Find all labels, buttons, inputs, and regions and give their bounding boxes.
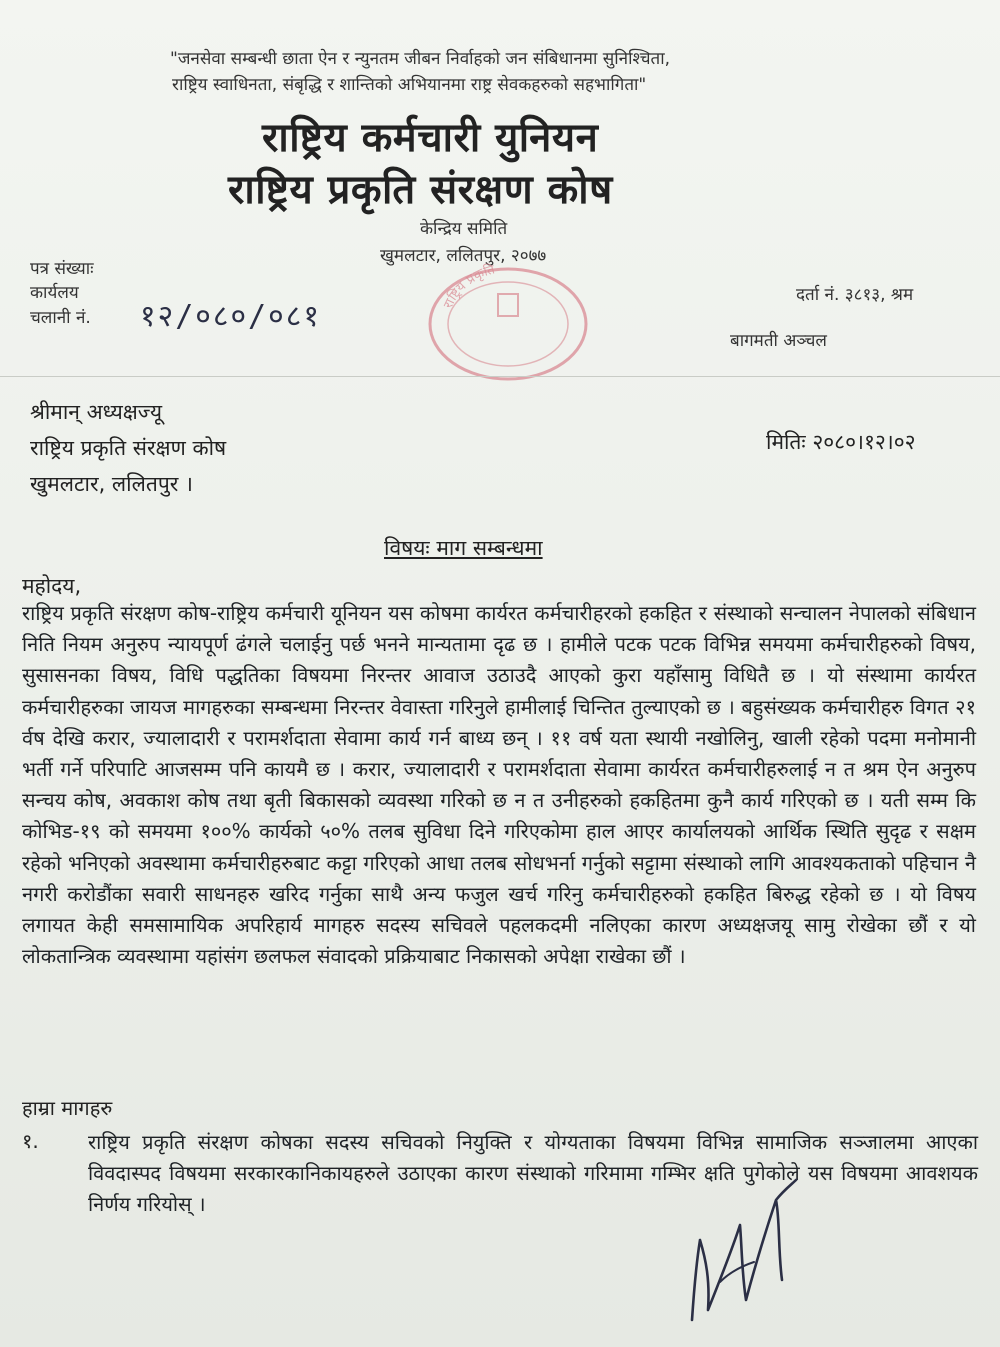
office-stamp — [418, 252, 598, 382]
salutation: महोदय, — [22, 574, 82, 598]
demand-item: राष्ट्रिय प्रकृति संरक्षण कोषका सदस्य सचिवको नियुक्ति र योग्यताका विषयमा विभिन्न सामाजिक सञ्जालमा आएका विवदास्पद विषयमा सरकारकानिकायहरुले उठाएका कारण संस्थाको गरिमामा गम्भिर क्षति पुगेकोले यस विषयमा आवशयक निर्णय गरियोस् । — [88, 1130, 978, 1216]
demand-number: १. — [22, 1129, 39, 1153]
header-divider — [0, 376, 1000, 377]
org-title-line-2: राष्ट्रिय प्रकृति संरक्षण कोष — [228, 167, 613, 213]
org-address: खुमलटार, ललितपुर, २०७७ — [380, 246, 547, 266]
dispatch-number-handwritten: १२/०८०/०८१ — [140, 299, 321, 334]
letter-subject: विषयः माग सम्बन्धमा — [384, 536, 543, 560]
motto-line-1: "जनसेवा सम्बन्धी छाता ऐन र न्युनतम जीबन निर्वाहको जन संबिधानमा सुनिश्चिता, — [170, 49, 671, 69]
zone-label: बागमती अञ्चल — [730, 331, 827, 351]
letter-date: मितिः २०८०।१२।०२ — [766, 430, 916, 454]
recipient-line-1: श्रीमान् अध्यक्षज्यू — [30, 400, 163, 424]
signature-icon — [680, 1170, 800, 1330]
demands-heading: हाम्रा मागहरु — [22, 1096, 113, 1120]
dispatch-label: चलानी नं. — [30, 308, 91, 328]
registration-number: दर्ता नं. ३८१३, श्रम — [796, 285, 914, 305]
letter-body: राष्ट्रिय प्रकृति संरक्षण कोष-राष्ट्रिय कर्मचारी यूनियन यस कोषमा कार्यरत कर्मचारीहरको हकहित र संस्थाको सन्चालन नेपालको संबिधान निति नियम अनुरुप न्यायपूर्ण ढंगले चलाईनु पर्छ भनने मान्यतामा दृढ छ । हामीले पटक पटक विभिन्न समयमा कर्मचारीहरुको विषय, सुसासनका विषय, विधि पद्धतिका विषयमा निरन्तर आवाज उठाउदै आएको कुरा यहाँसामु विधितै छ । यो संस्थामा कार्यरत कर्मचारीहरुका जायज मागहरुका सम्बन्धमा निरन्तर वेवास्ता गरिनुले हामीलाई चिन्तित तुल्याएको छ । बहुसंख्यक कर्मचारीहरु विगत २१ र्वष देखि करार, ज्यालादारी र परामर्शदाता सेवामा कार्य गर्न बाध्य छन् । ११ वर्ष यता स्थायी नखोलिनु, खाली रहेको पदमा मनोमानी भर्ती गर्ने परिपाटि आजसम्म पनि कायमै छ । करार, ज्यालादारी र परामर्शदाता सेवामा कार्यरत कर्मचारीहरुलाई न त श्रम ऐन अनुरुप सन्चय कोष, अवकाश कोष तथा बृती बिकासको व्यवस्था गरिको छ न त उनीहरुको हकहितमा कुनै कार्य गरिएको छ । यती सम्म कि कोभिड-१९ को समयमा १००% कार्यको ५०% तलब सुविधा दिने गरिएकोमा हाल आएर कार्यालयको आर्थिक स्थिति सुदृढ र सक्षम रहेको भनिएको अवस्थामा कर्मचारीहरुबाट कट्टा गरिएको आधा तलब सोधभर्ना गर्नुको सट्टामा संस्थाको लागि आवश्यकताको पहिचान नै नगरी करोडौंका सवारी साधनहरु खरिद गर्नुका साथै अन्य फजुल खर्च गरिनु कर्मचारीहरुको हकहित बिरुद्ध रहेको छ । यो विषय लगायत केही समसामायिक अपरिहार्य मागहरु सदस्य सचिवले पहलकदमी नलिएका कारण अध्यक्षजयू सामु रोखेका छौं र यो लोकतान्त्रिक व्यवस्थामा यहांसंग छलफल संवादको प्रक्रियाबाट निकासको अपेक्षा राखेका छौं । — [22, 601, 976, 969]
letter-number-label: पत्र संख्याः — [30, 259, 94, 279]
stamp-text: राष्ट्रिय प्रकृति — [441, 262, 497, 311]
office-label: कार्यलय — [30, 283, 79, 303]
recipient-line-3: खुमलटार, ललितपुर । — [30, 472, 193, 496]
recipient-line-2: राष्ट्रिय प्रकृति संरक्षण कोष — [30, 436, 227, 460]
motto-line-2: राष्ट्रिय स्वाधिनता, संबृद्धि र शान्तिको अभियानमा राष्ट्र सेवकहरुको सहभागिता" — [172, 75, 647, 95]
org-title-line-1: राष्ट्रिय कर्मचारी युनियन — [262, 115, 599, 161]
committee-label: केन्द्रिय समिति — [420, 219, 508, 239]
